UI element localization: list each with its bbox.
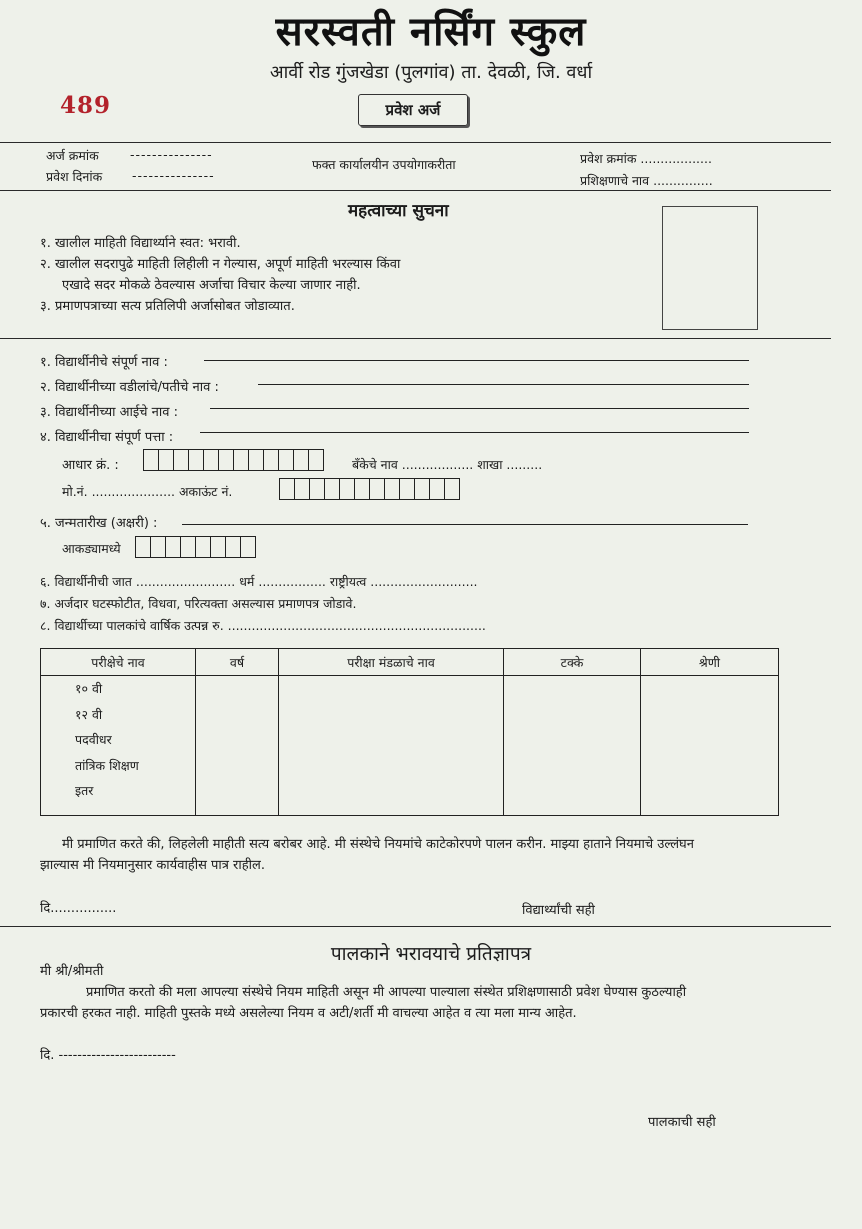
aadhar-input-boxes[interactable] [143, 449, 324, 471]
instructions-heading: महत्वाच्या सुचना [348, 201, 449, 221]
instruction-item: ३. प्रमाणपत्राच्या सत्य प्रतिलिपी अर्जासोबत जोडाव्यात. [40, 299, 295, 314]
annual-income-field[interactable]: ८. विद्यार्थीच्या पालकांचे वार्षिक उत्पन्न रु. ................................................................. [40, 618, 486, 633]
admission-date-label: प्रवेश दिनांक [46, 169, 103, 184]
declaration-line-1: मी प्रमाणित करते की, लिहलेली माहीती सत्य बरोबर आहे. मी संस्थेचे नियमांचे काटेकोरपणे पालन करीन. माझ्या हाताने नियमाचे उल्लंघन [62, 837, 694, 852]
divider [0, 926, 831, 927]
father-name-label: २. विद्यार्थीनीच्या वडीलांचे/पतीचे नाव : [40, 380, 219, 395]
declaration-line-2: झाल्यास मी नियमानुसार कार्यवाहीस पात्र राहील. [40, 858, 265, 873]
admission-date-field[interactable]: --------------- [132, 168, 215, 183]
declaration-date-field[interactable]: दि................ [40, 901, 117, 916]
mother-name-label: ३. विद्यार्थीनीच्या आईचे नाव : [40, 405, 178, 420]
list-item: तांत्रिक शिक्षण [75, 757, 139, 773]
grade-cell[interactable] [641, 676, 779, 816]
divider [0, 142, 831, 143]
guardian-text-line-1: प्रमाणित करतो की मला आपल्या संस्थेचे नियम माहिती असून मी आपल्या पाल्याला संस्थेत प्रशिक्षणासाठी प्रवेश घेण्यास कुठल्याही [86, 985, 687, 1000]
divider [0, 190, 831, 191]
dob-words-label: ५. जन्मतारीख (अक्षरी) : [40, 516, 158, 531]
instruction-item: १. खालील माहिती विद्यार्थ्याने स्वत: भरावी. [40, 236, 241, 251]
table-header: परीक्षा मंडळाचे नाव [279, 649, 504, 676]
education-table [40, 648, 779, 816]
year-cell[interactable] [196, 676, 279, 816]
school-address: आर्वी रोड गुंजखेडा (पुलगांव) ता. देवळी, जि. वर्धा [269, 62, 593, 83]
divider [0, 338, 831, 339]
dob-digits-boxes[interactable] [135, 536, 256, 558]
application-no-label: अर्ज क्रमांक [46, 148, 99, 163]
father-name-input-line[interactable] [258, 384, 749, 385]
table-header: टक्के [504, 649, 641, 676]
address-label: ४. विद्यार्थीनीचा संपूर्ण पत्ता : [40, 430, 174, 445]
form-serial-number: 489 [60, 92, 112, 119]
instruction-item: २. खालील सदरापुढे माहिती लिहीली न गेल्यास, अपूर्ण माहिती भरल्यास किंवा [40, 257, 401, 272]
application-no-field[interactable]: --------------- [130, 147, 213, 162]
guardian-text-line-2: प्रकारची हरकत नाही. माहिती पुस्तके मध्ये असलेल्या नियम व अटी/शर्ती मी वाचल्या आहेत व त्या मला मान्य आहेत. [40, 1006, 577, 1021]
guardian-heading: पालकाने भरावयाचे प्रतिज्ञापत्र [330, 943, 532, 965]
guardian-date-field[interactable]: दि. ------------------------- [40, 1048, 176, 1063]
admission-no-field[interactable]: प्रवेश क्रमांक .................. [580, 151, 712, 166]
office-use-note: फक्त कार्यालयीन उपयोगाकरीता [312, 157, 456, 172]
guardian-signature-label: पालकाची सही [648, 1115, 716, 1130]
list-item: १२ वी [75, 706, 103, 722]
list-item: १० वी [75, 681, 103, 696]
dob-digits-label: आकड्यामध्ये [62, 541, 121, 556]
table-header: परीक्षेचे नाव [41, 649, 196, 676]
instruction-item: एखादे सदर मोकळे ठेवल्यास अर्जाचा विचार केल्या जाणार नाही. [62, 278, 361, 293]
board-name-cell[interactable] [279, 676, 504, 816]
full-name-input-line[interactable] [204, 360, 749, 361]
full-name-label: १. विद्यार्थीनीचे संपूर्ण नाव : [40, 355, 168, 370]
guardian-name-label: मी श्री/श्रीमती [40, 964, 104, 979]
school-title: सरस्वती नर्सिंग स्कुल [275, 8, 587, 55]
mobile-account-label: मो.नं. ..................... अकाऊंट नं. [62, 484, 233, 499]
training-name-field[interactable]: प्रशिक्षणाचे नाव ............... [580, 173, 713, 188]
table-header: वर्ष [196, 649, 279, 676]
form-title-box: प्रवेश अर्ज [358, 94, 468, 126]
list-item: पदवीधर [75, 732, 112, 747]
widow-divorcee-note: ७. अर्जदार घटस्फोटीत, विधवा, परित्यक्ता असल्यास प्रमाणपत्र जोडावे. [40, 596, 357, 611]
list-item: इतर [75, 783, 94, 798]
percentage-cell[interactable] [504, 676, 641, 816]
photo-box[interactable] [662, 206, 758, 330]
aadhar-label: आधार क्रं. : [62, 458, 119, 473]
address-input-line[interactable] [200, 432, 749, 433]
table-header: श्रेणी [641, 649, 779, 676]
exam-names-cell [41, 676, 196, 816]
bank-name-field[interactable]: बँकेचे नाव .................. शाखा ......... [352, 457, 543, 472]
student-signature-label: विद्यार्थ्यांची सही [522, 903, 595, 918]
account-number-boxes[interactable] [279, 478, 460, 500]
dob-words-input-line[interactable] [182, 524, 748, 525]
caste-religion-nationality-line[interactable]: ६. विद्यार्थीनीची जात ......................... धर्म ................. राष्ट्रीयत्व ........................... [40, 574, 478, 589]
mother-name-input-line[interactable] [210, 408, 749, 409]
